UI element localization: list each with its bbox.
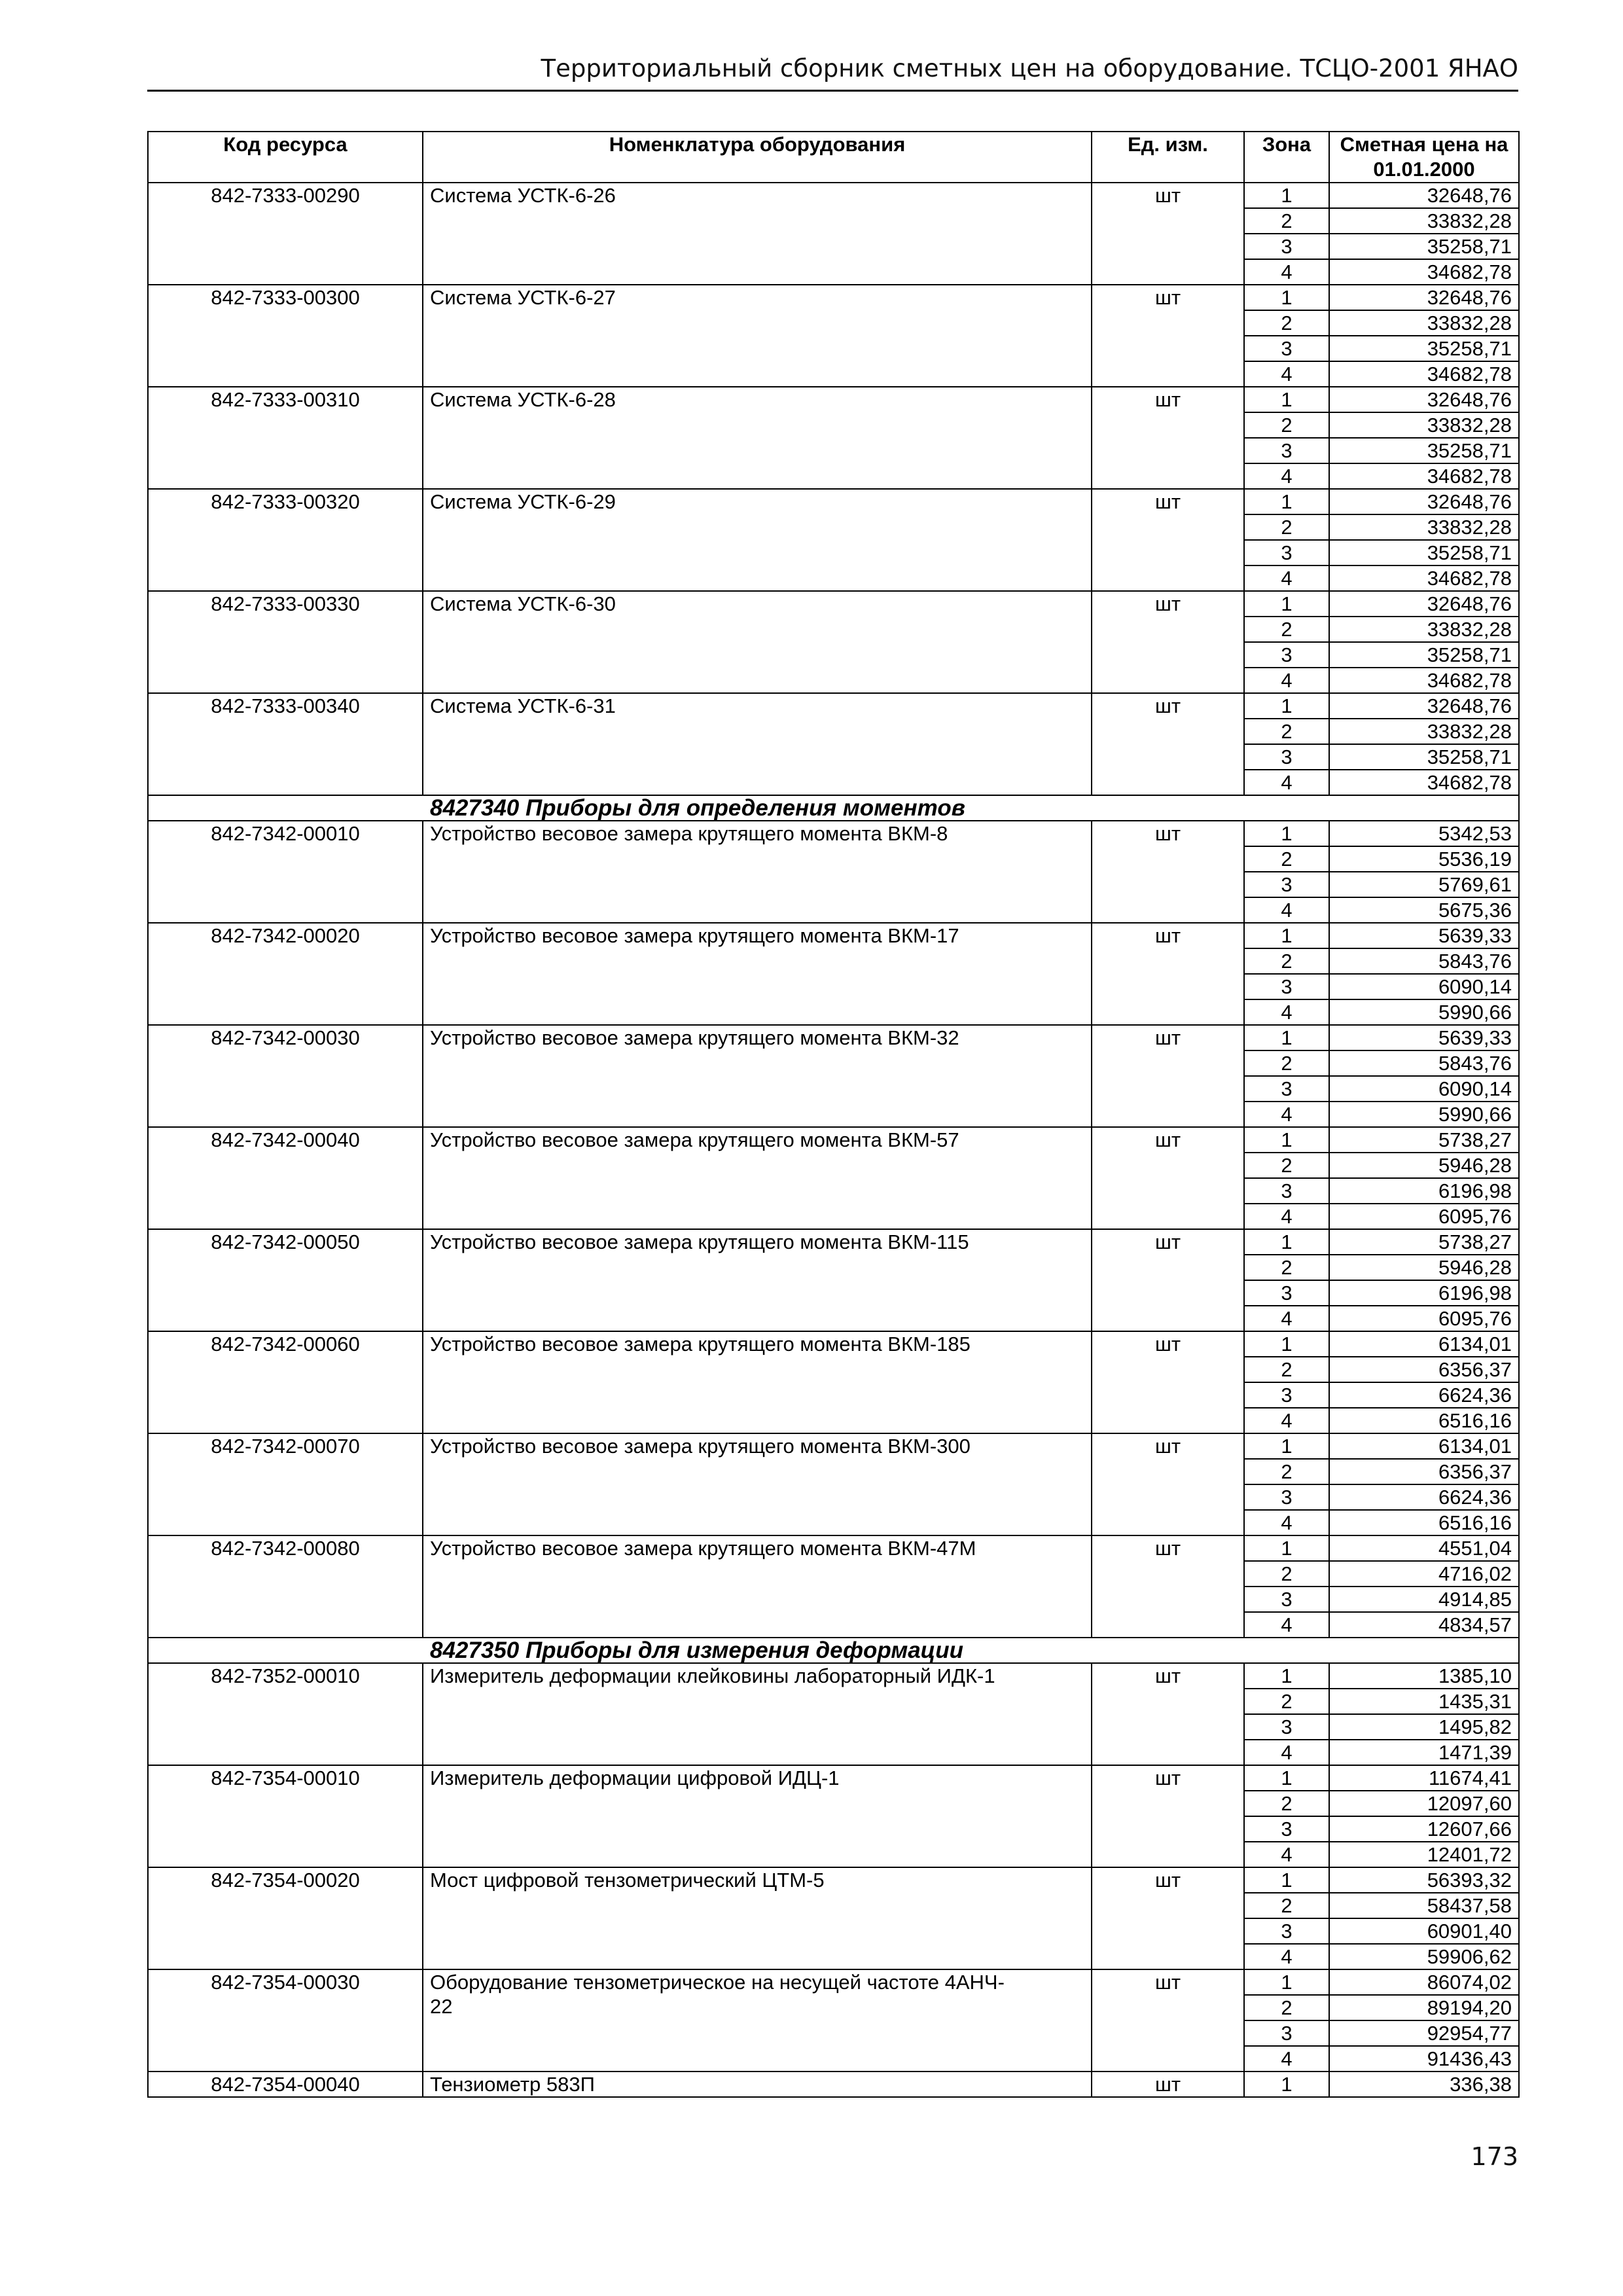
cell-zone: 4 — [1244, 463, 1329, 489]
cell-price: 5738,27 — [1329, 1229, 1519, 1255]
cell-zone: 2 — [1244, 1995, 1329, 2020]
table-row — [148, 387, 1519, 412]
cell-price: 32648,76 — [1329, 183, 1519, 208]
table-row — [148, 1229, 1519, 1255]
cell-zone: 1 — [1244, 1127, 1329, 1153]
cell-zone: 4 — [1244, 565, 1329, 591]
cell-code: 842-7354-00010 — [148, 1765, 423, 1867]
cell-price: 11674,41 — [1329, 1765, 1519, 1791]
table-row — [148, 1663, 1519, 1689]
cell-zone: 1 — [1244, 923, 1329, 948]
cell-price: 6624,36 — [1329, 1382, 1519, 1408]
cell-code: 842-7342-00070 — [148, 1433, 423, 1535]
cell-price: 12401,72 — [1329, 1842, 1519, 1867]
cell-unit: шт — [1092, 1867, 1244, 1969]
cell-name: Устройство весовое замера крутящего момента ВКМ-47М — [423, 1535, 1092, 1638]
cell-code: 842-7333-00290 — [148, 183, 423, 285]
cell-price: 1435,31 — [1329, 1689, 1519, 1714]
cell-unit: шт — [1092, 489, 1244, 591]
table-row — [148, 1331, 1519, 1357]
cell-code: 842-7342-00060 — [148, 1331, 423, 1433]
cell-zone: 1 — [1244, 591, 1329, 617]
cell-zone: 1 — [1244, 1969, 1329, 1995]
cell-name: Система УСТК-6-27 — [423, 285, 1092, 387]
table-body — [148, 183, 1519, 2097]
cell-name: Система УСТК-6-30 — [423, 591, 1092, 693]
cell-price: 5843,76 — [1329, 948, 1519, 974]
section-title: 8427350 Приборы для измерения деформации — [148, 1638, 1519, 1663]
cell-price: 5946,28 — [1329, 1255, 1519, 1280]
cell-price: 5946,28 — [1329, 1153, 1519, 1178]
cell-price: 4716,02 — [1329, 1561, 1519, 1587]
cell-price: 6090,14 — [1329, 1076, 1519, 1102]
table-row — [148, 1127, 1519, 1153]
cell-zone: 1 — [1244, 1663, 1329, 1689]
cell-zone: 4 — [1244, 1102, 1329, 1127]
cell-zone: 4 — [1244, 259, 1329, 285]
cell-price: 33832,28 — [1329, 412, 1519, 438]
cell-price: 6095,76 — [1329, 1306, 1519, 1331]
cell-zone: 1 — [1244, 183, 1329, 208]
cell-code: 842-7354-00030 — [148, 1969, 423, 2072]
cell-zone: 3 — [1244, 438, 1329, 463]
cell-price: 32648,76 — [1329, 693, 1519, 719]
section-row — [148, 795, 1519, 821]
cell-price: 5639,33 — [1329, 1025, 1519, 1050]
cell-name: Оборудование тензометрическое на несущей частоте 4АНЧ- 22 — [423, 1969, 1092, 2072]
cell-zone: 3 — [1244, 974, 1329, 999]
table-row — [148, 693, 1519, 719]
cell-zone: 4 — [1244, 1510, 1329, 1535]
cell-zone: 4 — [1244, 1408, 1329, 1433]
cell-unit: шт — [1092, 183, 1244, 285]
cell-name: Мост цифровой тензометрический ЦТМ-5 — [423, 1867, 1092, 1969]
cell-zone: 4 — [1244, 999, 1329, 1025]
column-header-code: Код ресурса — [148, 132, 423, 183]
cell-unit: шт — [1092, 1127, 1244, 1229]
cell-zone: 2 — [1244, 1050, 1329, 1076]
cell-zone: 1 — [1244, 1229, 1329, 1255]
cell-code: 842-7342-00010 — [148, 821, 423, 923]
cell-price: 91436,43 — [1329, 2046, 1519, 2072]
cell-price: 1471,39 — [1329, 1740, 1519, 1765]
cell-unit: шт — [1092, 591, 1244, 693]
cell-zone: 1 — [1244, 1433, 1329, 1459]
cell-zone: 2 — [1244, 514, 1329, 540]
cell-zone: 3 — [1244, 744, 1329, 770]
cell-price: 34682,78 — [1329, 463, 1519, 489]
table-row — [148, 2072, 1519, 2097]
cell-name: Устройство весовое замера крутящего момента ВКМ-17 — [423, 923, 1092, 1025]
cell-zone: 3 — [1244, 1816, 1329, 1842]
table-header-row — [148, 132, 1519, 183]
cell-name: Измеритель деформации клейковины лабораторный ИДК-1 — [423, 1663, 1092, 1765]
cell-zone: 4 — [1244, 1740, 1329, 1765]
cell-zone: 2 — [1244, 208, 1329, 234]
cell-price: 5843,76 — [1329, 1050, 1519, 1076]
cell-name: Устройство весовое замера крутящего момента ВКМ-185 — [423, 1331, 1092, 1433]
section-row — [148, 1638, 1519, 1663]
cell-code: 842-7333-00340 — [148, 693, 423, 795]
cell-price: 35258,71 — [1329, 744, 1519, 770]
cell-zone: 3 — [1244, 1178, 1329, 1204]
cell-zone: 1 — [1244, 1535, 1329, 1561]
cell-price: 5769,61 — [1329, 872, 1519, 897]
cell-unit: шт — [1092, 821, 1244, 923]
cell-unit: шт — [1092, 1025, 1244, 1127]
cell-zone: 1 — [1244, 387, 1329, 412]
cell-unit: шт — [1092, 1535, 1244, 1638]
cell-price: 60901,40 — [1329, 1918, 1519, 1944]
cell-code: 842-7333-00300 — [148, 285, 423, 387]
cell-zone: 2 — [1244, 948, 1329, 974]
cell-price: 32648,76 — [1329, 489, 1519, 514]
cell-price: 34682,78 — [1329, 361, 1519, 387]
cell-code: 842-7333-00320 — [148, 489, 423, 591]
cell-zone: 2 — [1244, 1893, 1329, 1918]
table-row — [148, 1765, 1519, 1791]
cell-price: 12097,60 — [1329, 1791, 1519, 1816]
cell-zone: 1 — [1244, 821, 1329, 846]
cell-zone: 3 — [1244, 1714, 1329, 1740]
cell-zone: 4 — [1244, 1842, 1329, 1867]
table-row — [148, 1969, 1519, 1995]
cell-price: 33832,28 — [1329, 310, 1519, 336]
cell-unit: шт — [1092, 1229, 1244, 1331]
cell-zone: 3 — [1244, 1484, 1329, 1510]
cell-zone: 3 — [1244, 1382, 1329, 1408]
table-row — [148, 591, 1519, 617]
cell-zone: 4 — [1244, 1612, 1329, 1638]
cell-unit: шт — [1092, 387, 1244, 489]
cell-zone: 4 — [1244, 1944, 1329, 1969]
cell-name: Система УСТК-6-28 — [423, 387, 1092, 489]
cell-price: 6134,01 — [1329, 1433, 1519, 1459]
cell-zone: 3 — [1244, 234, 1329, 259]
cell-zone: 1 — [1244, 285, 1329, 310]
cell-price: 6134,01 — [1329, 1331, 1519, 1357]
cell-zone: 3 — [1244, 642, 1329, 668]
cell-price: 34682,78 — [1329, 770, 1519, 795]
cell-price: 5342,53 — [1329, 821, 1519, 846]
cell-name: Система УСТК-6-31 — [423, 693, 1092, 795]
table-row — [148, 1433, 1519, 1459]
cell-code: 842-7352-00010 — [148, 1663, 423, 1765]
cell-price: 35258,71 — [1329, 234, 1519, 259]
cell-code: 842-7354-00040 — [148, 2072, 423, 2097]
column-header-unit: Ед. изм. — [1092, 132, 1244, 183]
cell-price: 58437,58 — [1329, 1893, 1519, 1918]
cell-unit: шт — [1092, 1969, 1244, 2072]
cell-zone: 3 — [1244, 540, 1329, 565]
cell-price: 32648,76 — [1329, 285, 1519, 310]
cell-zone: 4 — [1244, 770, 1329, 795]
cell-zone: 2 — [1244, 1255, 1329, 1280]
price-table — [147, 131, 1520, 2098]
cell-price: 33832,28 — [1329, 208, 1519, 234]
cell-unit: шт — [1092, 693, 1244, 795]
cell-price: 6356,37 — [1329, 1459, 1519, 1484]
cell-zone: 3 — [1244, 1918, 1329, 1944]
cell-zone: 3 — [1244, 2020, 1329, 2046]
cell-zone: 1 — [1244, 1765, 1329, 1791]
page-header — [147, 46, 1518, 92]
column-header-name: Номенклатура оборудования — [423, 132, 1092, 183]
cell-code: 842-7342-00040 — [148, 1127, 423, 1229]
cell-price: 35258,71 — [1329, 540, 1519, 565]
cell-price: 33832,28 — [1329, 719, 1519, 744]
cell-price: 32648,76 — [1329, 591, 1519, 617]
cell-zone: 2 — [1244, 1153, 1329, 1178]
table-row — [148, 923, 1519, 948]
cell-price: 5990,66 — [1329, 1102, 1519, 1127]
cell-name: Устройство весовое замера крутящего момента ВКМ-300 — [423, 1433, 1092, 1535]
cell-zone: 1 — [1244, 2072, 1329, 2097]
table-row — [148, 1025, 1519, 1050]
cell-price: 6196,98 — [1329, 1178, 1519, 1204]
cell-code: 842-7354-00020 — [148, 1867, 423, 1969]
cell-price: 5639,33 — [1329, 923, 1519, 948]
cell-price: 32648,76 — [1329, 387, 1519, 412]
cell-zone: 2 — [1244, 846, 1329, 872]
cell-price: 4914,85 — [1329, 1587, 1519, 1612]
cell-code: 842-7342-00030 — [148, 1025, 423, 1127]
cell-zone: 2 — [1244, 617, 1329, 642]
cell-code: 842-7333-00330 — [148, 591, 423, 693]
cell-price: 6516,16 — [1329, 1408, 1519, 1433]
cell-zone: 1 — [1244, 489, 1329, 514]
cell-price: 5675,36 — [1329, 897, 1519, 923]
cell-zone: 2 — [1244, 1791, 1329, 1816]
cell-unit: шт — [1092, 923, 1244, 1025]
cell-zone: 4 — [1244, 897, 1329, 923]
cell-price: 6090,14 — [1329, 974, 1519, 999]
cell-name: Измеритель деформации цифровой ИДЦ-1 — [423, 1765, 1092, 1867]
cell-price: 336,38 — [1329, 2072, 1519, 2097]
cell-unit: шт — [1092, 1663, 1244, 1765]
cell-zone: 2 — [1244, 310, 1329, 336]
table-row — [148, 285, 1519, 310]
cell-price: 35258,71 — [1329, 642, 1519, 668]
cell-price: 89194,20 — [1329, 1995, 1519, 2020]
cell-price: 33832,28 — [1329, 514, 1519, 540]
cell-unit: шт — [1092, 1331, 1244, 1433]
cell-name: Устройство весовое замера крутящего момента ВКМ-8 — [423, 821, 1092, 923]
cell-name: Система УСТК-6-26 — [423, 183, 1092, 285]
table-row — [148, 183, 1519, 208]
cell-zone: 4 — [1244, 2046, 1329, 2072]
cell-zone: 1 — [1244, 1867, 1329, 1893]
cell-zone: 4 — [1244, 668, 1329, 693]
cell-price: 34682,78 — [1329, 565, 1519, 591]
cell-zone: 4 — [1244, 361, 1329, 387]
cell-price: 1385,10 — [1329, 1663, 1519, 1689]
cell-name: Система УСТК-6-29 — [423, 489, 1092, 591]
cell-zone: 1 — [1244, 693, 1329, 719]
cell-code: 842-7342-00080 — [148, 1535, 423, 1638]
cell-zone: 4 — [1244, 1306, 1329, 1331]
table-row — [148, 1867, 1519, 1893]
cell-zone: 2 — [1244, 1459, 1329, 1484]
cell-price: 5536,19 — [1329, 846, 1519, 872]
cell-zone: 1 — [1244, 1331, 1329, 1357]
cell-price: 6356,37 — [1329, 1357, 1519, 1382]
cell-price: 4834,57 — [1329, 1612, 1519, 1638]
cell-price: 86074,02 — [1329, 1969, 1519, 1995]
cell-price: 12607,66 — [1329, 1816, 1519, 1842]
cell-zone: 2 — [1244, 412, 1329, 438]
cell-zone: 2 — [1244, 1561, 1329, 1587]
cell-zone: 4 — [1244, 1204, 1329, 1229]
cell-code: 842-7342-00020 — [148, 923, 423, 1025]
cell-price: 33832,28 — [1329, 617, 1519, 642]
cell-zone: 2 — [1244, 1689, 1329, 1714]
cell-price: 5990,66 — [1329, 999, 1519, 1025]
cell-price: 59906,62 — [1329, 1944, 1519, 1969]
cell-price: 92954,77 — [1329, 2020, 1519, 2046]
cell-price: 6516,16 — [1329, 1510, 1519, 1535]
cell-zone: 2 — [1244, 719, 1329, 744]
section-title: 8427340 Приборы для определения моментов — [148, 795, 1519, 821]
cell-name: Устройство весовое замера крутящего момента ВКМ-57 — [423, 1127, 1092, 1229]
cell-price: 6196,98 — [1329, 1280, 1519, 1306]
table-row — [148, 489, 1519, 514]
cell-unit: шт — [1092, 2072, 1244, 2097]
cell-unit: шт — [1092, 285, 1244, 387]
cell-price: 34682,78 — [1329, 259, 1519, 285]
cell-price: 6624,36 — [1329, 1484, 1519, 1510]
cell-name: Тензиометр 583П — [423, 2072, 1092, 2097]
cell-code: 842-7342-00050 — [148, 1229, 423, 1331]
cell-zone: 3 — [1244, 1587, 1329, 1612]
cell-price: 6095,76 — [1329, 1204, 1519, 1229]
cell-price: 35258,71 — [1329, 438, 1519, 463]
page-number: 173 — [1471, 2142, 1518, 2171]
cell-price: 34682,78 — [1329, 668, 1519, 693]
cell-unit: шт — [1092, 1433, 1244, 1535]
cell-zone: 3 — [1244, 1076, 1329, 1102]
table-row — [148, 821, 1519, 846]
document-title: Территориальный сборник сметных цен на оборудование. ТСЦО-2001 ЯНАО — [541, 54, 1518, 82]
cell-price: 4551,04 — [1329, 1535, 1519, 1561]
cell-zone: 1 — [1244, 1025, 1329, 1050]
cell-unit: шт — [1092, 1765, 1244, 1867]
column-header-zone: Зона — [1244, 132, 1329, 183]
cell-name: Устройство весовое замера крутящего момента ВКМ-115 — [423, 1229, 1092, 1331]
cell-price: 56393,32 — [1329, 1867, 1519, 1893]
cell-price: 5738,27 — [1329, 1127, 1519, 1153]
cell-code: 842-7333-00310 — [148, 387, 423, 489]
cell-zone: 3 — [1244, 336, 1329, 361]
cell-zone: 3 — [1244, 872, 1329, 897]
cell-price: 1495,82 — [1329, 1714, 1519, 1740]
table-row — [148, 1535, 1519, 1561]
cell-price: 35258,71 — [1329, 336, 1519, 361]
cell-zone: 2 — [1244, 1357, 1329, 1382]
column-header-price: Сметная цена на 01.01.2000 — [1329, 132, 1519, 183]
cell-name: Устройство весовое замера крутящего момента ВКМ-32 — [423, 1025, 1092, 1127]
cell-zone: 3 — [1244, 1280, 1329, 1306]
